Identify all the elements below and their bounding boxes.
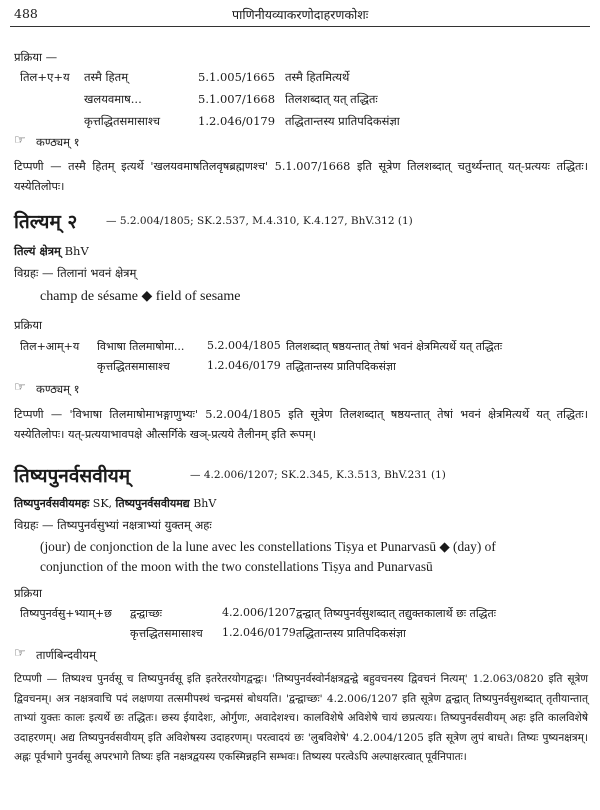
prakriya-label: प्रक्रिया — [14,50,58,64]
table-cell: तिष्यपुनर्वसु+भ्याम्+छ [20,607,112,620]
table-cell: द्वन्द्वाच्छः [130,607,162,620]
entry-headword: तिष्यपुनर्वसवीयम् [14,465,131,487]
table-cell: तिल+ए+य [20,70,70,84]
table-cell: 5.2.004/1805 [207,339,281,352]
table-cell: तिलशब्दात् षष्ठयन्तात् तेषां भवनं क्षेत्रमित्यर्थे यत् तद्धितः [286,340,503,353]
table-cell: कृत्तद्धितसमासाश्च [130,627,203,640]
entry-references: — 5.2.004/1805; SK.2.537, M.4.310, K.4.127, BhV.312 (1) [106,215,413,227]
table-cell: तिल+आम्+य [20,340,80,353]
page-number: 488 [14,6,38,21]
tippani-paragraph: टिप्पणी — तिष्यश्च पुनर्वसू च तिष्यपुनर्वसू इति इतरेतरयोगद्वन्द्वः। 'तिष्यपुनर्वस्वोर्नक्षत्रद्वन्द्वे बहुवचनस्य द्विवचनं नित्यम्' 1.2.063/0820 इति सूत्रेण द्विवचनम्। अत्र नक्षत्रवाचि पदं लक्षणया तत्समीपस्थं चन्द्रमसं बोधयति। 'द्वन्द्वाच्छः' 4.2.006/1207 इति सूत्रेण द्वन्द्वात् तिष्यपुनर्वसुशब्दात् तृतीयान्तात् ताभ्यां युक्तः कालः इत्यर्थे छः तद्धितः। छस्य ईयादेशः, ओर्गुणः, अवादेशश्च। कालविशेषे अविशेषे चायं छप्रत्ययः। तिष्यपुनर्वसवीयम् अहः इति कालविशेषे उदाहरणम्। अद्य तिष्यपुनर्वसवीयम् इति अविशेषस्य उदाहरणम्। परत्वादयं छः 'लुबविशेषे' 4.2.004/1205 इति सूत्रेण लुपं बाधते। तिष्यः पुष्यनक्षत्रम्। अह्नः पूर्वभागे पुनर्वसू अपरभागे तिष्यः इति नक्षत्रद्वयस्य एकस्मिन्नहनि सम्भवः। तिष्यस्य परत्वेऽपि अल्पाक्षरत्वात् पूर्वनिपातः। [14,673,588,764]
table-cell: तस्मै हितम् [84,70,129,84]
table-cell: 4.2.006/1207 [222,606,296,619]
translation: conjunction of the moon with the two constellations Tiṣya and Punarvasū [40,559,433,574]
table-cell: तद्धितान्तस्य प्रातिपदिकसंज्ञा [286,360,396,373]
source-label: BhV [189,497,217,510]
table-cell: तद्धितान्तस्य प्रातिपदिकसंज्ञा [285,114,400,128]
source-label: BhV [60,244,89,258]
vigraha-line: विग्रहः — तिष्यपुनर्वसुभ्यां नक्षत्राभ्यां युक्तम् अहः [14,518,212,532]
kanthya-note: कण्ठ्यम् १ [36,382,80,396]
vigraha-line: विग्रहः — तिलानां भवनं क्षेत्रम् [14,266,137,280]
kanthya-note: कण्ठ्यम् १ [36,135,80,149]
entry-subheading [14,496,216,511]
table-cell: कृत्तद्धितसमासाश्च [97,360,170,373]
table-cell: 1.2.046/0179 [222,626,296,639]
pointing-hand-icon: ☞ [14,646,26,661]
table-cell: 1.2.046/0179 [207,359,281,372]
table-cell: द्वन्द्वात् तिष्यपुनर्वसुशब्दात् तद्युक्तकालार्थे छः तद्धितः [296,607,496,620]
header-rule [10,26,590,27]
running-title: पाणिनीयव्याकरणोदाहरणकोशः [232,7,369,22]
table-cell: 5.1.007/1668 [198,92,276,106]
table-cell: खलयवमाष... [84,92,142,106]
tippani-paragraph: टिप्पणी — 'विभाषा तिलमाषोमाभङ्गाणुभ्यः' 5.2.004/1805 इति सूत्रेण तिलशब्दात् षष्ठयन्तात् तेषां भवनं क्षेत्रमित्यर्थे यत् तद्धितः। यस्येतिलोपः। यत्-प्रत्ययाभावपक्षे औत्सर्गिके खञ्-प्रत्यये तैलीनम् इति रूपम्। [14,408,588,441]
table-cell: 5.1.005/1665 [198,70,276,84]
tippani-paragraph: टिप्पणी — तस्मै हितम् इत्यर्थे 'खलयवमाषतिलवृषब्रह्मणश्च' 5.1.007/1668 इति सूत्रेण तिलशब्दात् चतुर्थ्यन्तात् यत्-प्रत्ययः तद्धितः। यस्येतिलोपः। [14,160,588,193]
pointing-hand-icon: ☞ [14,133,26,148]
table-cell: विभाषा तिलमाषोमा... [97,340,185,353]
translation: (jour) de conjonction de la lune avec les constellations Tiṣya et Punarvasū ◆ (day) of [40,539,496,554]
table-cell: तिलशब्दात् यत् तद्धितः [285,92,378,106]
example-phrase: तिष्यपुनर्वसवीयमहः [14,497,90,510]
translation: champ de sésame ◆ field of sesame [40,289,241,304]
entry-subheading [14,244,89,259]
table-cell: तद्धितान्तस्य प्रातिपदिकसंज्ञा [296,627,406,640]
pointing-hand-icon: ☞ [14,380,26,395]
prakriya-label: प्रक्रिया [14,318,43,332]
related-form-note: तार्णबिन्दवीयम् [36,648,96,662]
entry-references: — 4.2.006/1207; SK.2.345, K.3.513, BhV.231 (1) [190,469,446,481]
example-phrase: तिल्यं क्षेत्रम् [14,244,61,258]
table-cell: कृत्तद्धितसमासाश्च [84,114,161,128]
source-label: SK, [89,497,116,510]
example-phrase: तिष्यपुनर्वसवीयमद्य [115,497,190,510]
table-cell: तस्मै हितमित्यर्थे [285,70,350,84]
table-cell: 1.2.046/0179 [198,114,276,128]
entry-headword: तिल्यम् २ [14,211,78,233]
prakriya-label: प्रक्रिया [14,586,43,600]
